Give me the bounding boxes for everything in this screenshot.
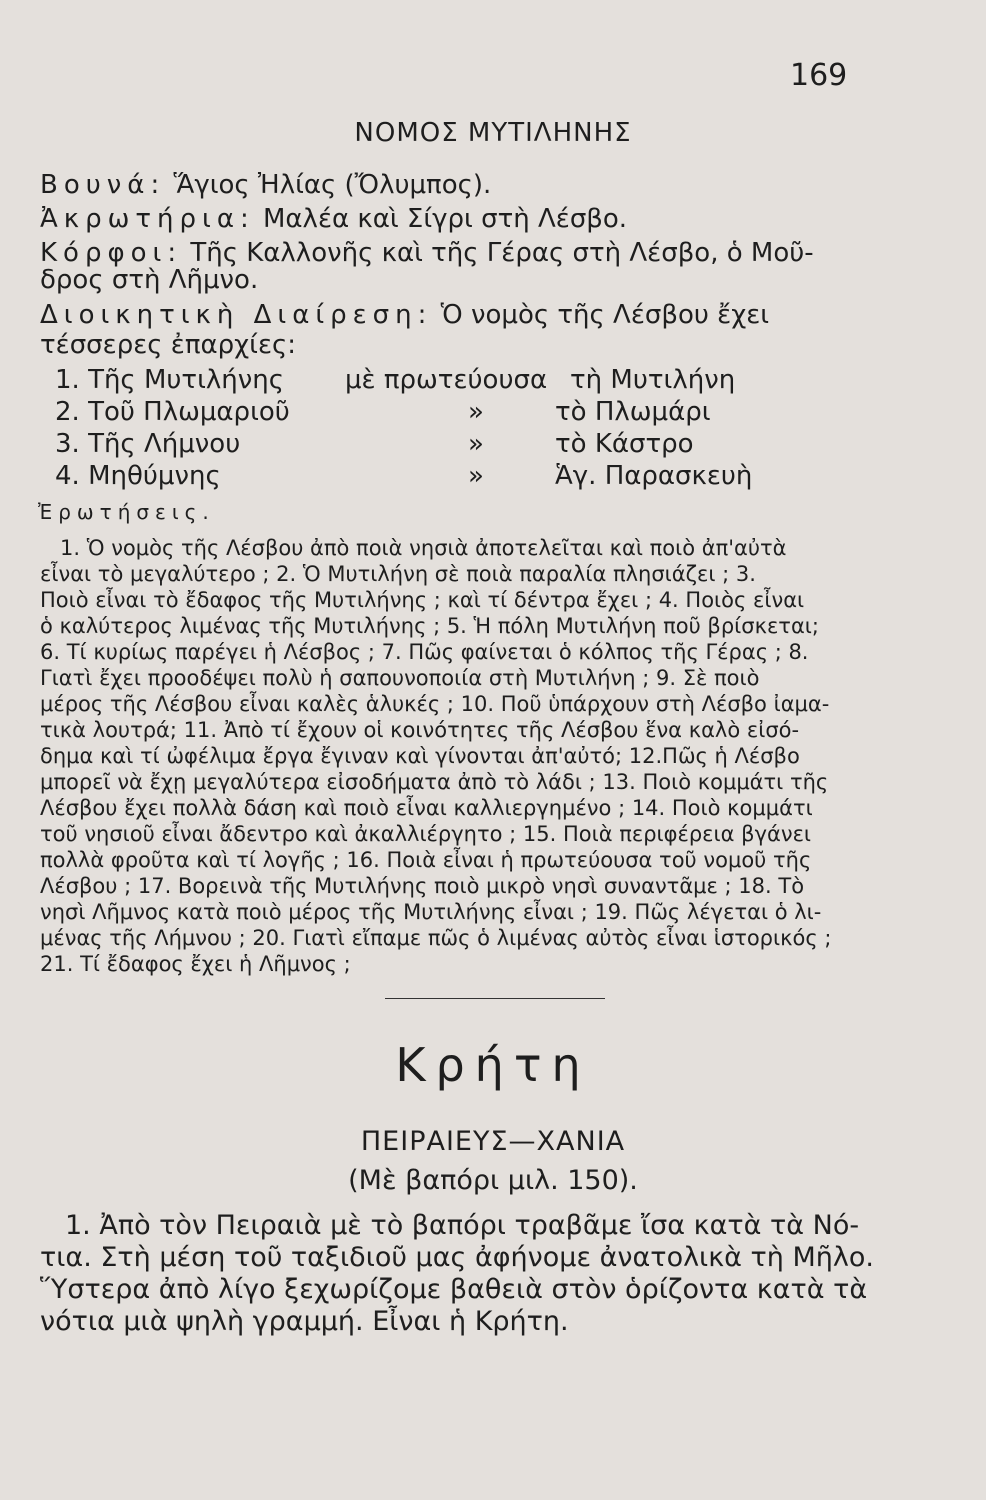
province-capital: Ἁγ. Παρασκευὴ bbox=[555, 461, 753, 491]
route-title: ΠΕΙΡΑΙΕΥΣ—ΧΑΝΙΑ bbox=[360, 1126, 626, 1157]
capes-label: Ἀκρωτήρια: bbox=[40, 204, 255, 234]
province-name: 3. Τῆς Λήμνου bbox=[55, 429, 241, 459]
question-line: τοῦ νησιοῦ εἶναι ἄδεντρο καὶ ἀκαλλιέργητο ; 15. Ποιὰ περιφέρεια βγάνει bbox=[40, 822, 812, 846]
province-mid: » bbox=[468, 429, 484, 459]
mountains-label: Βουνά: bbox=[40, 170, 166, 200]
province-capital: τὸ Πλωμάρι bbox=[555, 397, 711, 427]
division-text-cont: τέσσερες ἐπαρχίες: bbox=[40, 330, 297, 360]
question-line: 1. Ὁ νομὸς τῆς Λέσβου ἀπὸ ποιὰ νησιὰ ἀποτελεῖται καὶ ποιὸ ἀπ'αὐτὰ bbox=[60, 536, 787, 560]
question-line: μέρος τῆς Λέσβου εἶναι καλὲς ἁλυκές ; 10. Ποῦ ὑπάρχουν στὴ Λέσβο ἰαμα- bbox=[40, 692, 830, 716]
question-line: Λέσβου ἔχει πολλὰ δάση καὶ ποιὸ εἶναι καλλιεργημένο ; 14. Ποιὸ κομμάτι bbox=[40, 796, 813, 820]
section-title-crete: Κρήτη bbox=[395, 1038, 591, 1092]
province-capital: τὸ Κάστρο bbox=[555, 429, 694, 459]
question-line: τικὰ λουτρά; 11. Ἀπὸ τί ἔχουν οἱ κοινότητες τῆς Λέσβου ἕνα καλὸ εἰσό- bbox=[40, 718, 800, 742]
route-subtitle: (Μὲ βαπόρι μιλ. 150). bbox=[348, 1165, 638, 1196]
question-line: νησὶ Λῆμνος κατὰ ποιὸ μέρος τῆς Μυτιλήνης εἶναι ; 19. Πῶς λέγεται ὁ λι- bbox=[40, 900, 822, 924]
page-number: 169 bbox=[790, 58, 848, 93]
gulfs-label: Κόρφοι: bbox=[40, 238, 183, 268]
question-line: μπορεῖ νὰ ἔχῃ μεγαλύτερα εἰσοδήματα ἀπὸ τὸ λάδι ; 13. Ποιὸ κομμάτι τῆς bbox=[40, 770, 829, 794]
province-mid: » bbox=[468, 397, 484, 427]
paragraph-line: νότια μιὰ ψηλὴ γραμμή. Εἶναι ἡ Κρήτη. bbox=[40, 1306, 569, 1337]
province-capital: τὴ Μυτιλήνη bbox=[570, 365, 736, 395]
section-divider bbox=[385, 998, 605, 999]
question-line: Ποιὸ εἶναι τὸ ἔδαφος τῆς Μυτιλήνης ; καὶ τί δέντρα ἔχει ; 4. Ποιὸς εἶναι bbox=[40, 588, 805, 612]
mountains-text: Ἅγιος Ἠλίας (Ὄλυμπος). bbox=[173, 170, 492, 200]
province-name: 4. Μηθύμνης bbox=[55, 461, 221, 491]
capes-line bbox=[40, 204, 627, 234]
question-line: μένας τῆς Λήμνου ; 20. Γιατὶ εἴπαμε πῶς ὁ λιμένας αὐτὸς εἶναι ἱστορικός ; bbox=[40, 926, 832, 950]
province-mid: μὲ πρωτεύουσα bbox=[345, 365, 548, 395]
question-line: 6. Τί κυρίως παρέγει ἡ Λέσβος ; 7. Πῶς φαίνεται ὁ κόλπος τῆς Γέρας ; 8. bbox=[40, 640, 809, 664]
division-label: Διοικητικὴ Διαίρεση: bbox=[40, 300, 433, 330]
paragraph-line: τια. Στὴ μέση τοῦ ταξιδιοῦ μας ἀφήνομε ἀνατολικὰ τὴ Μῆλο. bbox=[40, 1242, 874, 1273]
question-line: ὁ καλύτερος λιμένας τῆς Μυτιλήνης ; 5. Ἡ πόλη Μυτιλήνη ποῦ βρίσκεται; bbox=[40, 614, 819, 638]
capes-text: Μαλέα καὶ Σίγρι στὴ Λέσβο. bbox=[262, 204, 628, 234]
gulfs-line bbox=[40, 238, 814, 268]
gulfs-text-cont: δρος στὴ Λῆμνο. bbox=[40, 265, 259, 295]
province-mid: » bbox=[468, 461, 484, 491]
province-name: 2. Τοῦ Πλωμαριοῦ bbox=[55, 397, 290, 427]
province-name: 1. Τῆς Μυτιλήνης bbox=[55, 365, 285, 395]
question-line: Λέσβου ; 17. Βορεινὰ τῆς Μυτιλήνης ποιὸ μικρὸ νησὶ συναντᾶμε ; 18. Τὸ bbox=[40, 874, 805, 898]
question-line: δημα καὶ τί ὠφέλιμα ἔργα ἔγιναν καὶ γίνονται ἀπ'αὐτό; 12.Πῶς ἡ Λέσβο bbox=[40, 744, 800, 768]
section-title-mytilene: ΝΟΜΟΣ ΜΥΤΙΛΗΝΗΣ bbox=[354, 118, 632, 148]
question-line: Γιατὶ ἔχει προοδέψει πολὺ ἡ σαπουνοποιία στὴ Μυτιλήνη ; 9. Σὲ ποιὸ bbox=[40, 666, 760, 690]
questions-label: Ἐρωτήσεις. bbox=[38, 500, 215, 524]
paragraph-line: 1. Ἀπὸ τὸν Πειραιὰ μὲ τὸ βαπόρι τραβᾶμε ἴσα κατὰ τὰ Νό- bbox=[65, 1210, 860, 1241]
question-line: πολλὰ φροῦτα καὶ τί λογῆς ; 16. Ποιὰ εἶναι ἡ πρωτεύουσα τοῦ νομοῦ τῆς bbox=[40, 848, 812, 872]
question-line: εἶναι τὸ μεγαλύτερο ; 2. Ὁ Μυτιλήνη σὲ ποιὰ παραλία πλησιάζει ; 3. bbox=[40, 562, 756, 586]
division-text: Ὁ νομὸς τῆς Λέσβου ἔχει bbox=[440, 300, 770, 330]
gulfs-text: Τῆς Καλλονῆς καὶ τῆς Γέρας στὴ Λέσβο, ὁ Μοῦ- bbox=[190, 238, 814, 268]
division-line bbox=[40, 300, 769, 330]
mountains-line bbox=[40, 170, 491, 200]
paragraph-line: Ὕστερα ἀπὸ λίγο ξεχωρίζομε βαθειὰ στὸν ὁρίζοντα κατὰ τὰ bbox=[40, 1274, 868, 1305]
question-line: 21. Τί ἔδαφος ἔχει ἡ Λῆμνος ; bbox=[40, 952, 351, 976]
